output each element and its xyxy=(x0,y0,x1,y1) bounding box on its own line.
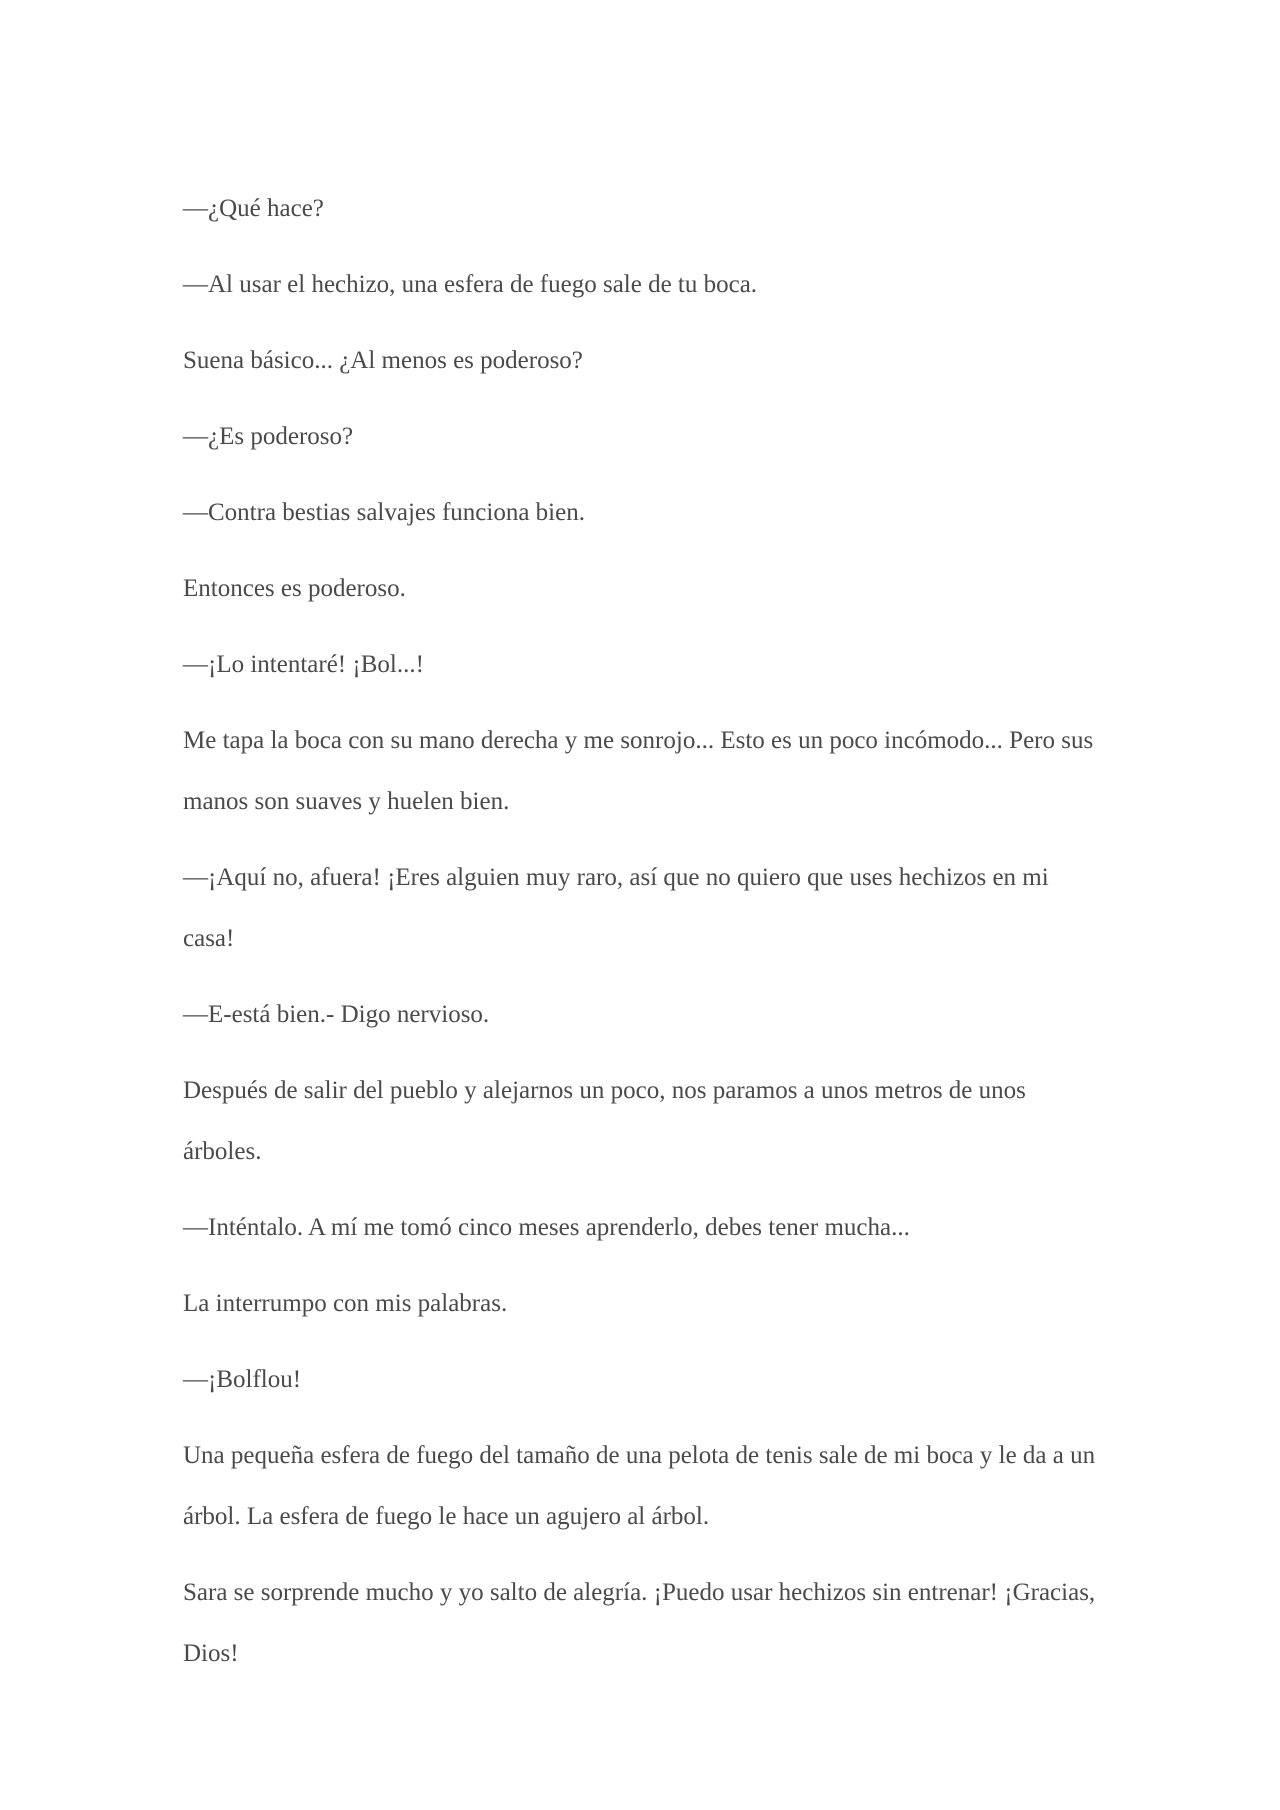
paragraph: —¡Lo intentaré! ¡Bol...! xyxy=(183,651,424,678)
paragraph: Suena básico... ¿Al menos es poderoso? xyxy=(183,347,583,374)
paragraph: —¿Es poderoso? xyxy=(183,423,354,450)
paragraph: —E-está bien.- Digo nervioso. xyxy=(183,1001,490,1028)
paragraph: Una pequeña esfera de fuego del tamaño de una pelota de tenis sale de mi boca y le da a un árbol. La esfera de fuego le hace un agujero al árbol. xyxy=(183,1442,1096,1530)
paragraph: La interrumpo con mis palabras. xyxy=(183,1290,508,1317)
paragraph: —¿Qué hace? xyxy=(183,195,324,222)
paragraph: Después de salir del pueblo y alejarnos un poco, nos paramos a unos metros de unos árboles. xyxy=(183,1077,1026,1165)
paragraph: Me tapa la boca con su mano derecha y me sonrojo... Esto es un poco incómodo... Pero sus manos son suaves y huelen bien. xyxy=(183,727,1094,815)
paragraph: Entonces es poderoso. xyxy=(183,575,406,602)
paragraph: —Contra bestias salvajes funciona bien. xyxy=(183,499,585,526)
story-text xyxy=(183,178,1103,1699)
paragraph: —Inténtalo. A mí me tomó cinco meses aprenderlo, debes tener mucha... xyxy=(183,1214,910,1241)
paragraph: —¡Aquí no, afuera! ¡Eres alguien muy raro, así que no quiero que uses hechizos en mi casa! xyxy=(183,864,1049,952)
paragraph: Sara se sorprende mucho y yo salto de alegría. ¡Puedo usar hechizos sin entrenar! ¡Gracias, Dios! xyxy=(183,1579,1096,1667)
paragraph: —¡Bolflou! xyxy=(183,1366,302,1393)
paragraph: —Al usar el hechizo, una esfera de fuego sale de tu boca. xyxy=(183,271,758,298)
